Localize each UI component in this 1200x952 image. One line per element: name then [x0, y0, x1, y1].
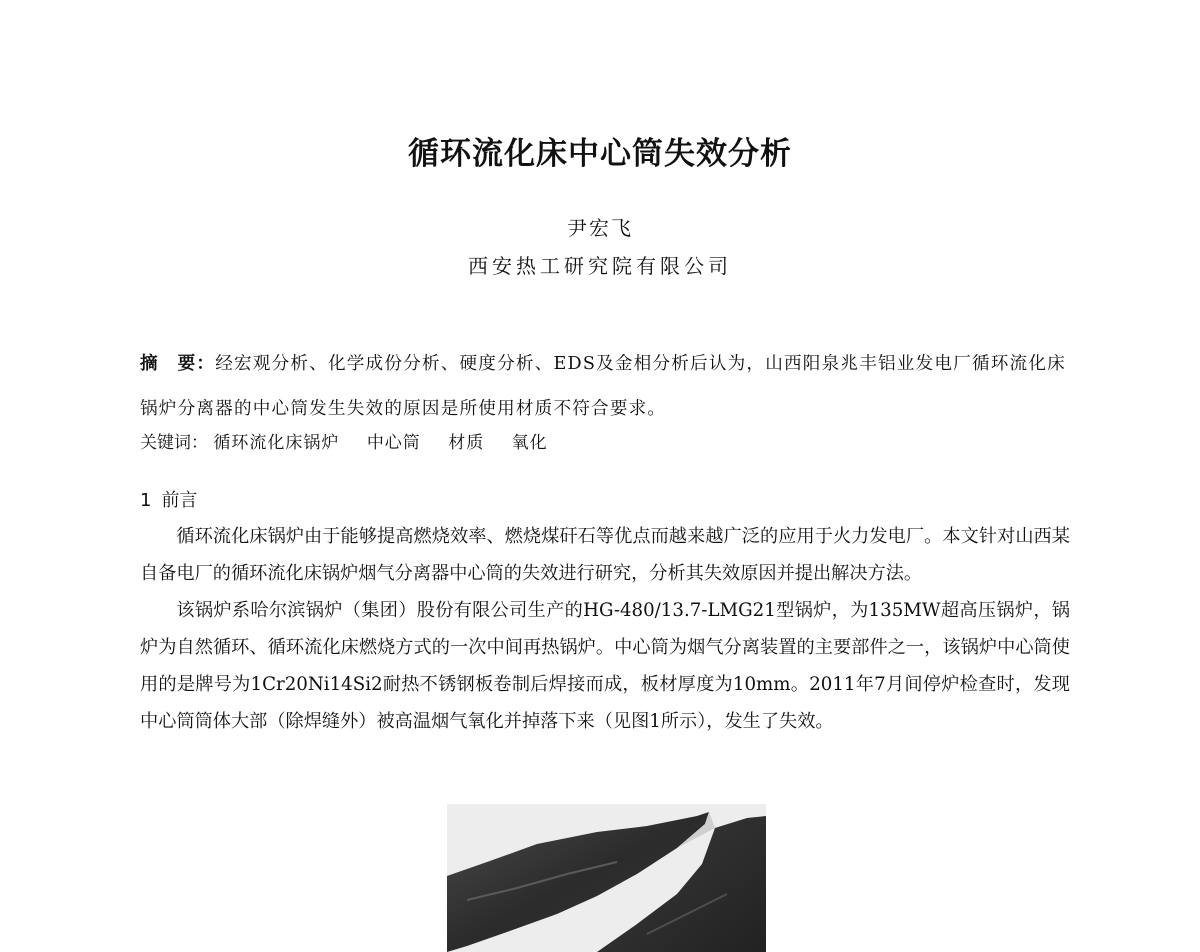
keyword-item: 中心筒 [366, 433, 421, 453]
section-heading [140, 486, 197, 512]
abstract-label: 摘 要： [140, 354, 216, 374]
oxidized-fragment-photo [447, 804, 766, 952]
author-affiliation: 西安热工研究院有限公司 [468, 254, 732, 278]
keyword-item: 材质 [448, 433, 485, 453]
abstract [140, 342, 1070, 432]
author-name: 尹宏飞 [567, 216, 633, 240]
section-title: 前言 [161, 490, 198, 511]
paragraph: 该锅炉系哈尔滨锅炉（集团）股份有限公司生产的HG-480/13.7-LMG21型锅炉，为135MW超高压锅炉，锅炉为自然循环、循环流化床燃烧方式的一次中间再热锅炉。中心筒为烟气分离装置的主要部件之一，该锅炉中心筒使用的是牌号为1Cr20Ni14Si2耐热不锈钢板卷制后焊接而成，板材厚度为10mm。2011年7月间停炉检查时，发现中心筒筒体大部（除焊缝外）被高温烟气氧化并掉落下来（见图1所示），发生了失效。 [140, 600, 1070, 732]
section-number: 1 [140, 490, 152, 511]
body-text [140, 518, 1070, 740]
paragraph: 循环流化床锅炉由于能够提高燃烧效率、燃烧煤矸石等优点而越来越广泛的应用于火力发电厂。本文针对山西某自备电厂的循环流化床锅炉烟气分离器中心筒的失效进行研究，分析其失效原因并提出解决方法。 [140, 526, 1070, 584]
abstract-text: 经宏观分析、化学成份分析、硬度分析、EDS及金相分析后认为，山西阳泉兆丰铝业发电厂循环流化床锅炉分离器的中心筒发生失效的原因是所使用材质不符合要求。 [140, 354, 1066, 419]
paper-title: 循环流化床中心筒失效分析 [408, 136, 792, 172]
keywords-label: 关键词： [140, 433, 208, 453]
keyword-item: 循环流化床锅炉 [213, 433, 340, 453]
keywords [140, 428, 1070, 458]
figure-1-photo [447, 804, 766, 952]
keyword-item: 氧化 [511, 433, 548, 453]
